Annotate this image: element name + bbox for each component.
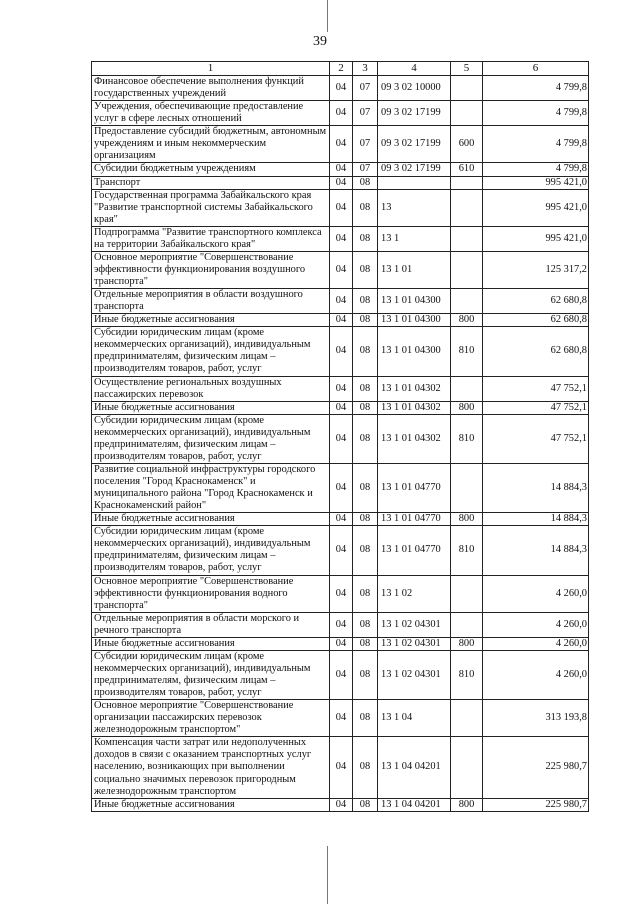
row-section-cell: 04 [330, 414, 353, 463]
row-target-item-cell: 09 3 02 17199 [378, 163, 451, 176]
row-expense-type-cell: 800 [451, 401, 483, 414]
row-name-cell: Субсидии юридическим лицам (кроме некоммерческих организаций), индивидуальным предпринимателям, физическим лицам – производителям товаров, работ, услуг [92, 327, 330, 376]
row-section-cell: 04 [330, 163, 353, 176]
row-section-cell: 04 [330, 650, 353, 699]
row-target-item-cell: 13 1 02 04301 [378, 612, 451, 637]
row-name-cell: Иные бюджетные ассигнования [92, 314, 330, 327]
row-expense-type-cell: 600 [451, 126, 483, 163]
table-row [92, 163, 589, 176]
row-section-cell: 04 [330, 612, 353, 637]
row-subsection-cell: 08 [353, 737, 378, 798]
row-subsection-cell: 08 [353, 314, 378, 327]
row-section-cell: 04 [330, 76, 353, 101]
row-target-item-cell: 13 1 01 [378, 251, 451, 288]
table-row [92, 327, 589, 376]
row-section-cell: 04 [330, 251, 353, 288]
row-name-cell: Отдельные мероприятия в области морского и речного транспорта [92, 612, 330, 637]
row-subsection-cell: 08 [353, 513, 378, 526]
row-section-cell: 04 [330, 526, 353, 575]
row-target-item-cell: 13 1 01 04770 [378, 513, 451, 526]
row-subsection-cell: 08 [353, 637, 378, 650]
row-expense-type-cell: 810 [451, 650, 483, 699]
row-name-cell: Иные бюджетные ассигнования [92, 401, 330, 414]
header-cell-6: 6 [483, 62, 589, 76]
row-name-cell: Основное мероприятие "Совершенствование организации пассажирских перевозок железнодорожным транспортом" [92, 700, 330, 737]
table-row [92, 189, 589, 226]
table-row [92, 376, 589, 401]
header-cell-5: 5 [451, 62, 483, 76]
row-name-cell: Развитие социальной инфраструктуры городского поселения "Город Краснокаменск" и муниципального района "Город Краснокаменск и Краснокаменский район" [92, 463, 330, 512]
row-target-item-cell: 13 1 04 [378, 700, 451, 737]
row-subsection-cell: 08 [353, 700, 378, 737]
table-row [92, 126, 589, 163]
row-name-cell: Подпрограмма "Развитие транспортного комплекса на территории Забайкальского края" [92, 226, 330, 251]
table-body [92, 76, 589, 812]
row-section-cell: 04 [330, 737, 353, 798]
row-expense-type-cell [451, 575, 483, 612]
row-subsection-cell: 08 [353, 414, 378, 463]
table-row [92, 314, 589, 327]
row-amount-cell: 14 884,3 [483, 526, 589, 575]
row-name-cell: Отдельные мероприятия в области воздушного транспорта [92, 289, 330, 314]
table-row [92, 463, 589, 512]
row-amount-cell: 14 884,3 [483, 513, 589, 526]
page-number: 39 [313, 34, 327, 49]
row-name-cell: Компенсация части затрат или недополученных доходов в связи с оказанием транспортных услуг населению, возникающих при выполнении социально значимых перевозок пригородным железнодорожным транспортом [92, 737, 330, 798]
row-amount-cell: 225 980,7 [483, 798, 589, 811]
row-target-item-cell: 13 1 [378, 226, 451, 251]
table-row [92, 650, 589, 699]
row-expense-type-cell [451, 226, 483, 251]
row-subsection-cell: 07 [353, 76, 378, 101]
row-expense-type-cell [451, 737, 483, 798]
row-target-item-cell: 13 1 01 04302 [378, 401, 451, 414]
row-expense-type-cell [451, 251, 483, 288]
row-expense-type-cell: 800 [451, 637, 483, 650]
row-target-item-cell [378, 176, 451, 189]
row-section-cell: 04 [330, 189, 353, 226]
row-section-cell: 04 [330, 314, 353, 327]
row-amount-cell: 995 421,0 [483, 176, 589, 189]
row-name-cell: Субсидии юридическим лицам (кроме некоммерческих организаций), индивидуальным предпринимателям, физическим лицам – производителям товаров, работ, услуг [92, 414, 330, 463]
row-section-cell: 04 [330, 376, 353, 401]
table-row [92, 414, 589, 463]
row-amount-cell: 62 680,8 [483, 314, 589, 327]
header-cell-3: 3 [353, 62, 378, 76]
row-subsection-cell: 08 [353, 226, 378, 251]
table-row [92, 101, 589, 126]
row-target-item-cell: 13 1 01 04300 [378, 289, 451, 314]
row-target-item-cell: 13 1 02 [378, 575, 451, 612]
row-amount-cell: 4 799,8 [483, 163, 589, 176]
row-amount-cell: 125 317,2 [483, 251, 589, 288]
row-amount-cell: 47 752,1 [483, 401, 589, 414]
row-section-cell: 04 [330, 513, 353, 526]
row-section-cell: 04 [330, 798, 353, 811]
row-target-item-cell: 13 1 01 04302 [378, 376, 451, 401]
table-header-row [92, 62, 589, 76]
table-row [92, 76, 589, 101]
row-expense-type-cell: 810 [451, 526, 483, 575]
row-subsection-cell: 07 [353, 101, 378, 126]
row-section-cell: 04 [330, 176, 353, 189]
row-section-cell: 04 [330, 126, 353, 163]
row-name-cell: Транспорт [92, 176, 330, 189]
row-amount-cell: 995 421,0 [483, 226, 589, 251]
row-target-item-cell: 13 1 04 04201 [378, 798, 451, 811]
row-subsection-cell: 08 [353, 289, 378, 314]
row-name-cell: Субсидии юридическим лицам (кроме некоммерческих организаций), индивидуальным предпринимателям, физическим лицам – производителям товаров, работ, услуг [92, 526, 330, 575]
table-row [92, 513, 589, 526]
row-name-cell: Основное мероприятие "Совершенствование эффективности функционирования воздушного транспорта" [92, 251, 330, 288]
table-row [92, 637, 589, 650]
row-target-item-cell: 13 [378, 189, 451, 226]
table-row [92, 251, 589, 288]
row-subsection-cell: 08 [353, 189, 378, 226]
row-name-cell: Учреждения, обеспечивающие предоставление услуг в сфере лесных отношений [92, 101, 330, 126]
row-amount-cell: 14 884,3 [483, 463, 589, 512]
row-name-cell: Иные бюджетные ассигнования [92, 637, 330, 650]
row-amount-cell: 4 799,8 [483, 101, 589, 126]
row-subsection-cell: 08 [353, 376, 378, 401]
row-expense-type-cell [451, 176, 483, 189]
row-name-cell: Иные бюджетные ассигнования [92, 798, 330, 811]
header-cell-2: 2 [330, 62, 353, 76]
budget-table [91, 61, 589, 812]
row-amount-cell: 4 260,0 [483, 612, 589, 637]
row-subsection-cell: 08 [353, 401, 378, 414]
table-row [92, 798, 589, 811]
table-row [92, 737, 589, 798]
header-cell-1: 1 [92, 62, 330, 76]
row-amount-cell: 4 799,8 [483, 76, 589, 101]
row-section-cell: 04 [330, 101, 353, 126]
row-expense-type-cell [451, 289, 483, 314]
row-amount-cell: 4 799,8 [483, 126, 589, 163]
row-section-cell: 04 [330, 226, 353, 251]
row-expense-type-cell: 800 [451, 314, 483, 327]
row-section-cell: 04 [330, 401, 353, 414]
row-expense-type-cell [451, 376, 483, 401]
row-section-cell: 04 [330, 289, 353, 314]
row-section-cell: 04 [330, 637, 353, 650]
table-row [92, 612, 589, 637]
scan-artifact-bottom [327, 846, 328, 904]
row-target-item-cell: 13 1 01 04770 [378, 526, 451, 575]
row-section-cell: 04 [330, 700, 353, 737]
row-target-item-cell: 09 3 02 17199 [378, 126, 451, 163]
row-name-cell: Финансовое обеспечение выполнения функций государственных учреждений [92, 76, 330, 101]
row-amount-cell: 225 980,7 [483, 737, 589, 798]
row-name-cell: Государственная программа Забайкальского края "Развитие транспортной системы Забайкальского края" [92, 189, 330, 226]
row-name-cell: Иные бюджетные ассигнования [92, 513, 330, 526]
scan-artifact-top [327, 0, 328, 32]
row-subsection-cell: 08 [353, 798, 378, 811]
row-subsection-cell: 08 [353, 176, 378, 189]
row-subsection-cell: 07 [353, 126, 378, 163]
table-row [92, 526, 589, 575]
row-subsection-cell: 08 [353, 463, 378, 512]
row-section-cell: 04 [330, 575, 353, 612]
row-expense-type-cell: 810 [451, 414, 483, 463]
row-subsection-cell: 07 [353, 163, 378, 176]
row-section-cell: 04 [330, 327, 353, 376]
row-subsection-cell: 08 [353, 327, 378, 376]
row-target-item-cell: 09 3 02 17199 [378, 101, 451, 126]
row-name-cell: Субсидии бюджетным учреждениям [92, 163, 330, 176]
row-amount-cell: 313 193,8 [483, 700, 589, 737]
table-row [92, 700, 589, 737]
row-expense-type-cell [451, 101, 483, 126]
row-amount-cell: 47 752,1 [483, 414, 589, 463]
header-cell-4: 4 [378, 62, 451, 76]
table-row [92, 226, 589, 251]
row-name-cell: Основное мероприятие "Совершенствование эффективности функционирования водного транспорта" [92, 575, 330, 612]
row-target-item-cell: 09 3 02 10000 [378, 76, 451, 101]
row-name-cell: Осуществление региональных воздушных пассажирских перевозок [92, 376, 330, 401]
table-row [92, 176, 589, 189]
row-subsection-cell: 08 [353, 526, 378, 575]
table-row [92, 401, 589, 414]
table-row [92, 289, 589, 314]
row-expense-type-cell [451, 612, 483, 637]
row-name-cell: Предоставление субсидий бюджетным, автономным учреждениям и иным некоммерческим организациям [92, 126, 330, 163]
row-subsection-cell: 08 [353, 650, 378, 699]
row-amount-cell: 47 752,1 [483, 376, 589, 401]
row-amount-cell: 62 680,8 [483, 327, 589, 376]
row-expense-type-cell [451, 463, 483, 512]
row-expense-type-cell [451, 700, 483, 737]
row-amount-cell: 4 260,0 [483, 637, 589, 650]
row-target-item-cell: 13 1 01 04300 [378, 314, 451, 327]
row-subsection-cell: 08 [353, 612, 378, 637]
row-target-item-cell: 13 1 01 04302 [378, 414, 451, 463]
row-section-cell: 04 [330, 463, 353, 512]
row-subsection-cell: 08 [353, 251, 378, 288]
row-target-item-cell: 13 1 01 04770 [378, 463, 451, 512]
row-expense-type-cell: 800 [451, 513, 483, 526]
table-row [92, 575, 589, 612]
row-amount-cell: 4 260,0 [483, 650, 589, 699]
row-name-cell: Субсидии юридическим лицам (кроме некоммерческих организаций), индивидуальным предпринимателям, физическим лицам – производителям товаров, работ, услуг [92, 650, 330, 699]
row-amount-cell: 62 680,8 [483, 289, 589, 314]
row-target-item-cell: 13 1 02 04301 [378, 650, 451, 699]
row-target-item-cell: 13 1 01 04300 [378, 327, 451, 376]
row-expense-type-cell: 810 [451, 327, 483, 376]
row-subsection-cell: 08 [353, 575, 378, 612]
row-expense-type-cell: 800 [451, 798, 483, 811]
row-amount-cell: 4 260,0 [483, 575, 589, 612]
row-expense-type-cell [451, 189, 483, 226]
row-target-item-cell: 13 1 04 04201 [378, 737, 451, 798]
row-expense-type-cell [451, 76, 483, 101]
row-amount-cell: 995 421,0 [483, 189, 589, 226]
row-expense-type-cell: 610 [451, 163, 483, 176]
row-target-item-cell: 13 1 02 04301 [378, 637, 451, 650]
